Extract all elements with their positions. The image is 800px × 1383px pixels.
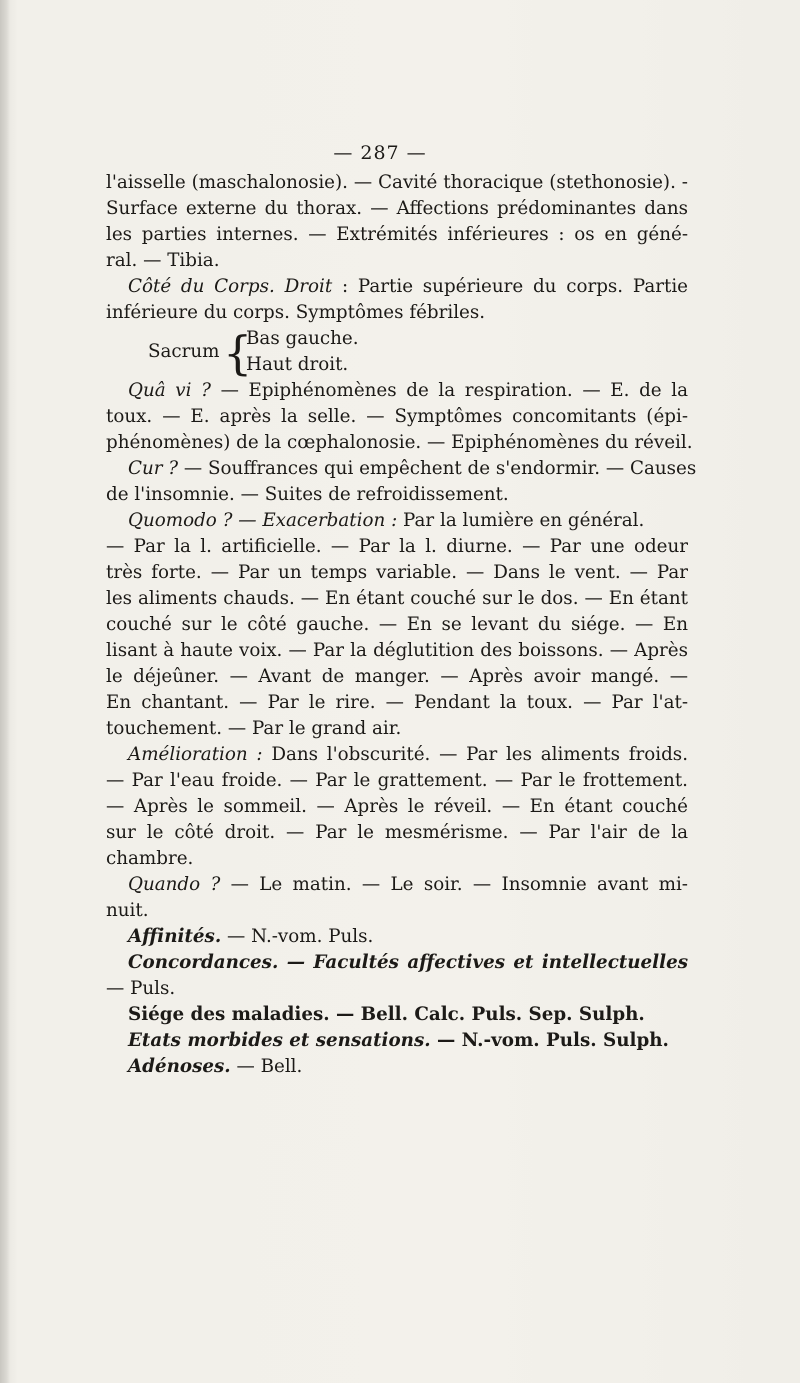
text-line (106, 950, 688, 976)
text-line: de l'insomnie. — Suites de refroidissement. (106, 484, 509, 505)
entry-heading-quando: Quando ? (128, 874, 221, 895)
text-line: En chantant. — Par le rire. — Pendant la toux. — Par l'at- (106, 692, 688, 713)
text-line: chambre. (106, 848, 194, 869)
text-line (106, 1002, 688, 1028)
text-line: — Puls. (106, 978, 176, 999)
sacrum-brace-block (106, 326, 688, 378)
entry-text: — Le matin. — Le soir. — Insomnie avant mi- (220, 874, 688, 895)
entry-text: — Bell. Calc. Puls. Sep. Sulph. (329, 1004, 645, 1025)
entry-text: — N.-vom. Puls. (221, 926, 374, 947)
entry-heading-qua-vi: Quâ vi ? (128, 380, 211, 401)
text-line (106, 1054, 688, 1080)
text-line (106, 742, 688, 768)
text-line: touchement. — Par le grand air. (106, 718, 402, 739)
entry-text: — Epiphénomènes de la respiration. — E. de la (210, 380, 689, 401)
text-line (106, 872, 688, 898)
text-line: les aliments chauds. — En étant couché sur le dos. — En étant (106, 588, 688, 609)
entry-heading-cur: Cur ? (128, 458, 179, 479)
sacrum-label: Sacrum (148, 341, 220, 362)
text-line (106, 456, 697, 482)
text-line (106, 924, 688, 950)
text-line (106, 508, 688, 534)
entry-text: Par la lumière en général. (397, 510, 645, 531)
entry-heading-concordances: Concordances. — Facultés affectives et intellectuelles (128, 952, 688, 973)
entry-text: Dans l'obscurité. — Par les aliments froids. (262, 744, 689, 765)
text-line: toux. — E. après la selle. — Symptômes concomitants (épi- (106, 406, 688, 427)
entry-heading-cote-du-corps: Côté du Corps. Droit (128, 276, 333, 297)
text-line: — Après le sommeil. — Après le réveil. — En étant couché (106, 796, 688, 817)
entry-heading-adenoses: Adénoses. (128, 1056, 231, 1077)
text-line: nuit. (106, 900, 149, 921)
text-line: inférieure du corps. Symptômes fébriles. (106, 302, 486, 323)
text-line: les parties internes. — Extrémités inférieures : os en géné- (106, 224, 688, 245)
entry-text: — N.-vom. Puls. Sulph. (430, 1030, 669, 1051)
entry-heading-siege-des-maladies: Siége des maladies. (128, 1004, 330, 1025)
page-number: — 287 — (333, 142, 427, 164)
text-line: — Par l'eau froide. — Par le grattement. — Par le frottement. (106, 770, 688, 791)
text-line: très forte. — Par un temps variable. — Dans le vent. — Par (106, 562, 688, 583)
text-line (106, 274, 688, 300)
entry-heading-amelioration: Amélioration : (128, 744, 263, 765)
text-line: le déjeûner. — Avant de manger. — Après avoir mangé. — (106, 666, 688, 687)
text-line (106, 1028, 688, 1054)
curly-brace-icon: { (223, 326, 253, 380)
sacrum-option: Bas gauche. (246, 328, 359, 349)
entry-heading-etats-morbides: Etats morbides et sensations. (128, 1030, 431, 1051)
text-line: Surface externe du thorax. — Affections prédominantes dans (106, 198, 688, 219)
text-line: sur le côté droit. — Par le mesmérisme. — Par l'air de la (106, 822, 688, 843)
text-line: phénomènes) de la cœphalonosie. — Epiphénomènes du réveil. (106, 432, 693, 453)
entry-heading-affinites: Affinités. (128, 926, 222, 947)
entry-heading-quomodo: Quomodo ? — Exacerbation : (128, 510, 398, 531)
entry-text: — Souffrances qui empêchent de s'endormir. — Causes (178, 458, 697, 479)
sacrum-option: Haut droit. (246, 354, 349, 375)
text-line: lisant à haute voix. — Par la déglutition des boissons. — Après (106, 640, 688, 661)
entry-text: : Partie supérieure du corps. Partie (332, 276, 688, 297)
text-line: ral. — Tibia. (106, 250, 220, 271)
entry-text: — Bell. (230, 1056, 303, 1077)
text-line: l'aisselle (maschalonosie). — Cavité thoracique (stethonosie). - (106, 172, 688, 193)
text-line (106, 378, 688, 404)
page-body-text (106, 170, 697, 1080)
page-binding-edge (0, 0, 10, 1383)
text-line: — Par la l. artificielle. — Par la l. diurne. — Par une odeur (106, 536, 688, 557)
text-line: couché sur le côté gauche. — En se levant du siége. — En (106, 614, 688, 635)
